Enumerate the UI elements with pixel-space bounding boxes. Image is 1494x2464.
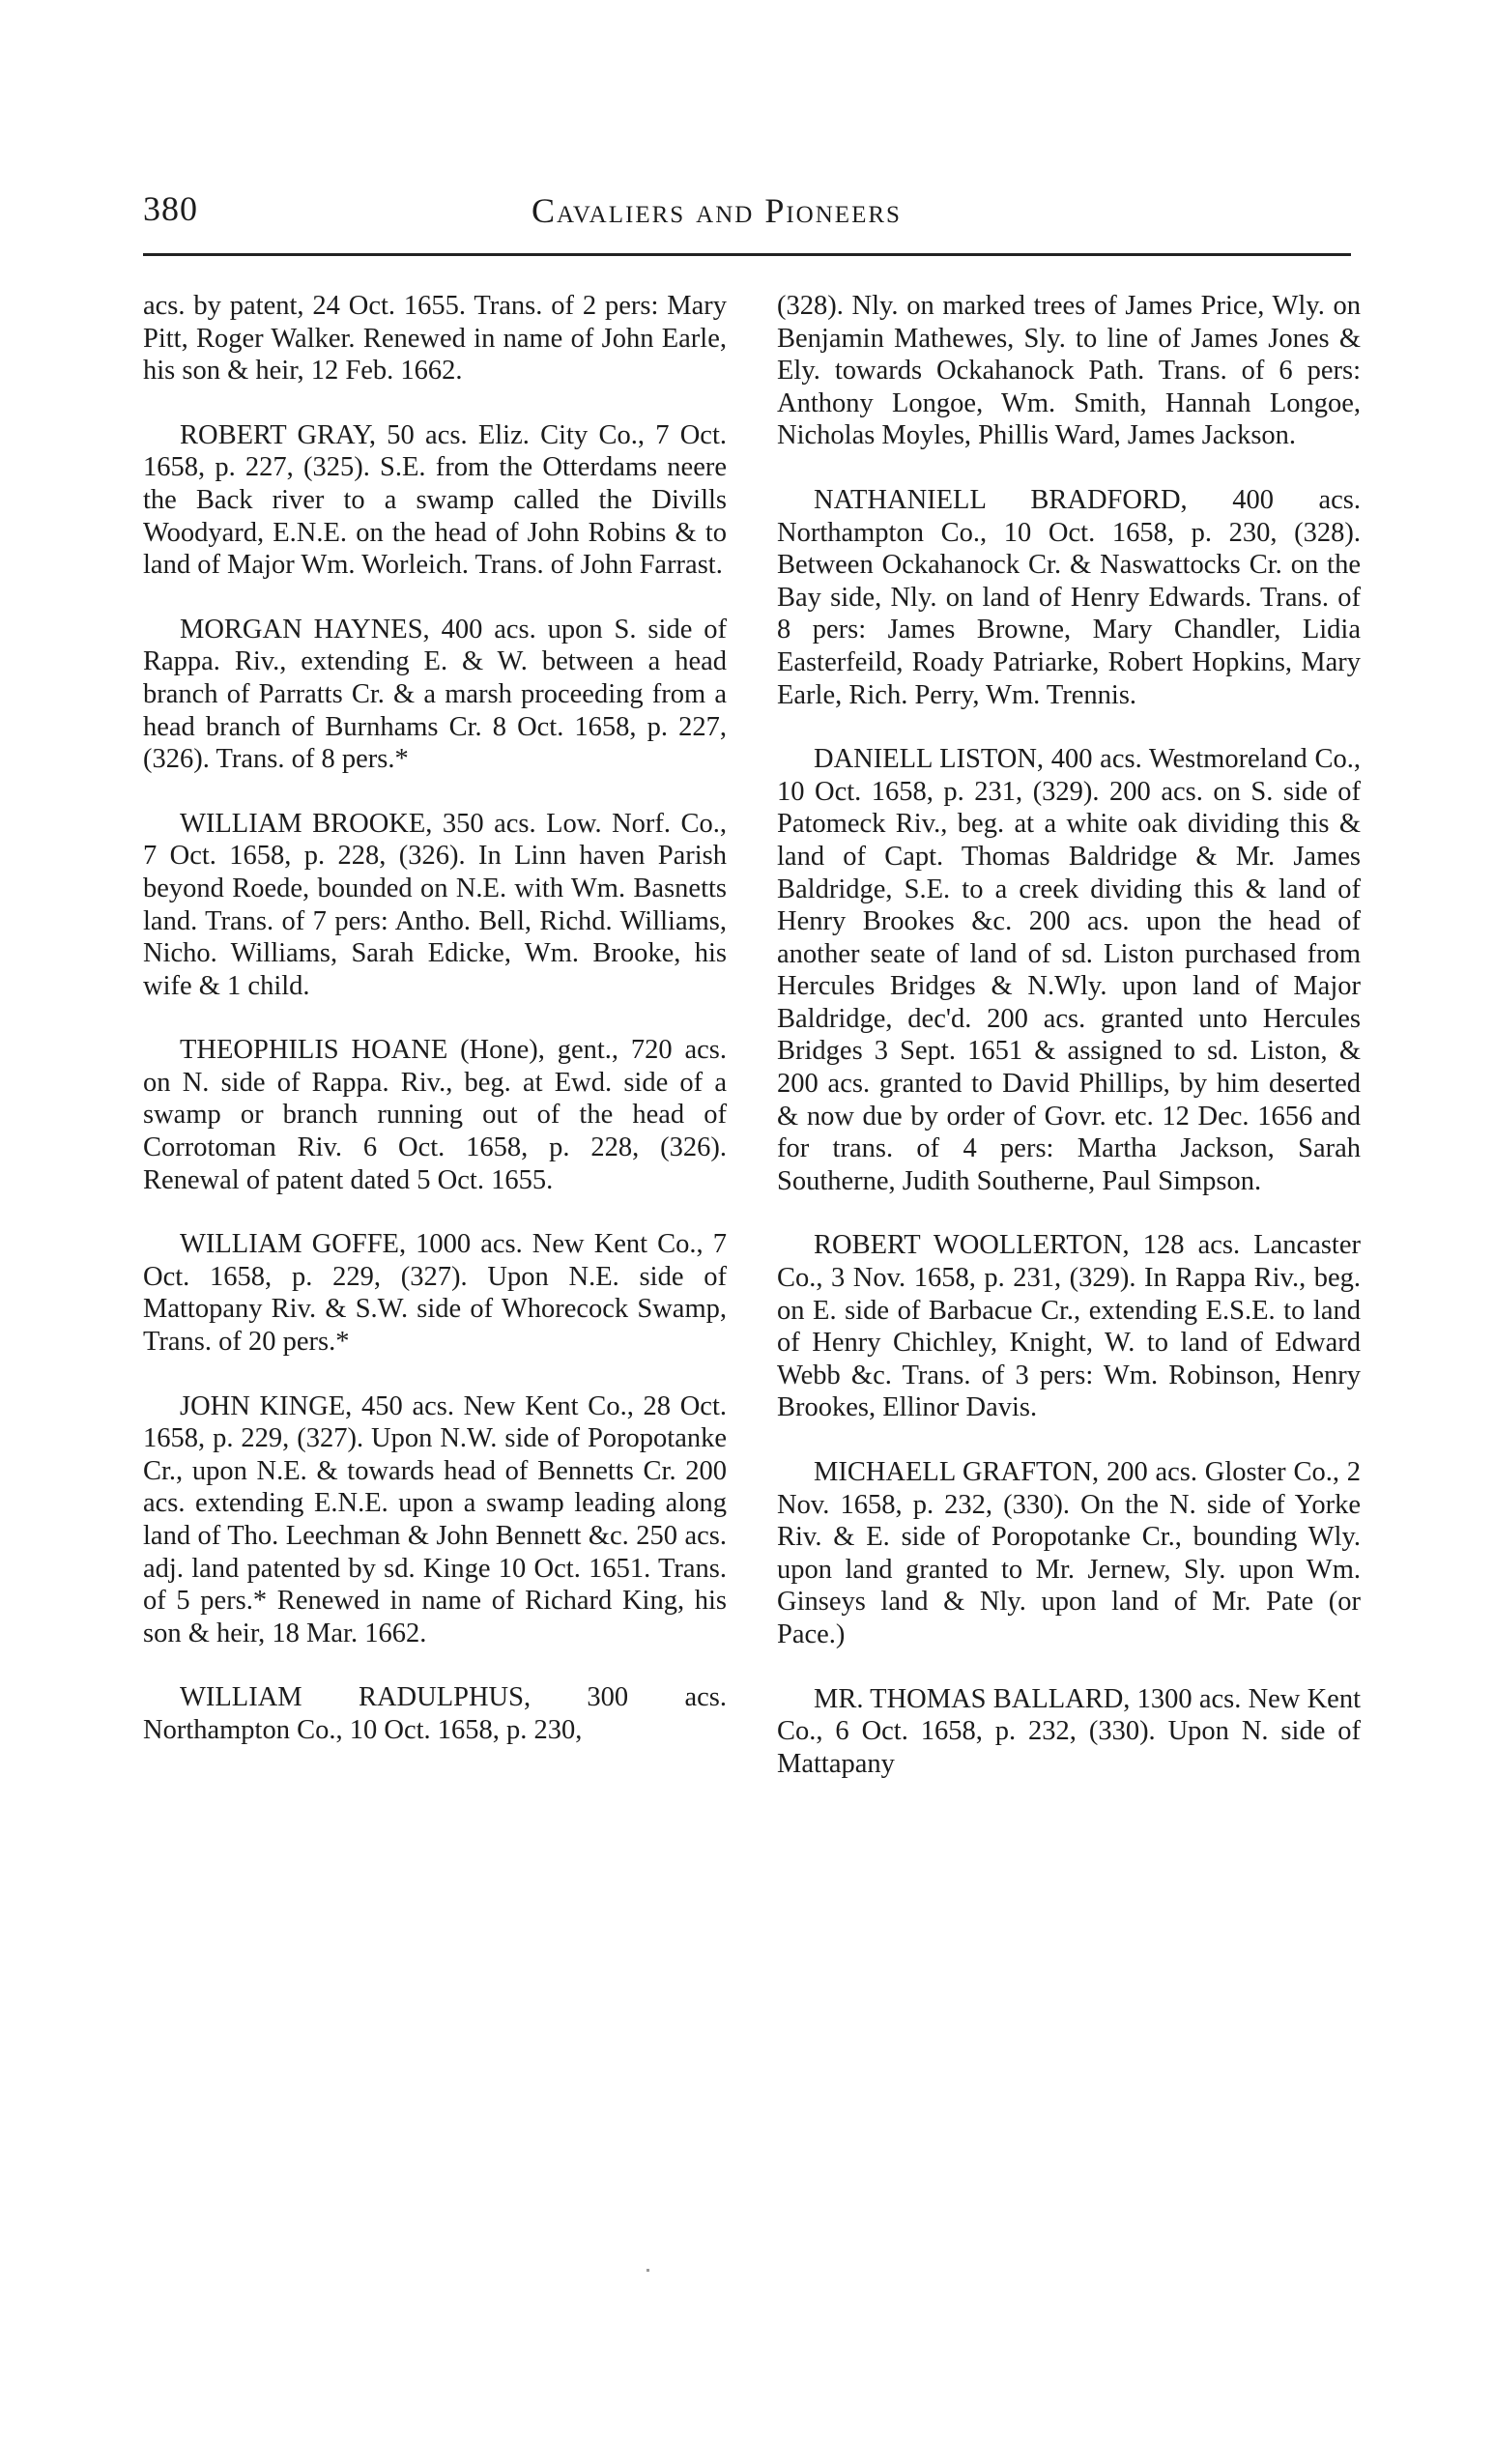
entry-morgan-haynes: MORGAN HAYNES, 400 acs. upon S. side of Rappa. Riv., extending E. & W. between a head branch of Parratts Cr. & a marsh proceeding from a head branch of Burnhams Cr. 8 Oct. 1658, p. 227, (326). Trans. of 8 pers.* <box>143 614 727 775</box>
entry-daniell-liston: DANIELL LISTON, 400 acs. Westmoreland Co., 10 Oct. 1658, p. 231, (329). 200 acs. on S. side of Patomeck Riv., beg. at a white oak dividing this & land of Capt. Thomas Baldridge & Mr. James Baldridge, S.E. to a creek dividing this & land of Henry Brookes &c. 200 acs. upon the head of another seate of land of sd. Liston purchased from Hercules Bridges & N.Wly. upon land of Major Baldridge, dec'd. 200 acs. granted unto Hercules Bridges 3 Sept. 1651 & assigned to sd. Liston, & 200 acs. granted to David Phillips, by him deserted & now due by order of Govr. etc. 12 Dec. 1656 and for trans. of 4 pers: Martha Jackson, Sarah Southerne, Judith Southerne, Paul Simpson. <box>777 744 1361 1196</box>
page-number: 380 <box>143 189 198 228</box>
entry-john-kinge: JOHN KINGE, 450 acs. New Kent Co., 28 Oct. 1658, p. 229, (327). Upon N.W. side of Poropotanke Cr., upon N.E. & towards head of Bennetts Cr. 200 acs. extending E.N.E. upon a swamp leading along land of Tho. Leechman & John Bennett &c. 250 acs. adj. land patented by sd. Kinge 10 Oct. 1651. Trans. of 5 pers.* Renewed in name of Richard King, his son & heir, 18 Mar. 1662. <box>143 1390 727 1648</box>
running-title: Cavaliers and Pioneers <box>532 191 902 230</box>
entry-william-goffe: WILLIAM GOFFE, 1000 acs. New Kent Co., 7 Oct. 1658, p. 229, (327). Upon N.E. side of Mattopany Riv. & S.W. side of Whorecock Swamp, Trans. of 20 pers.* <box>143 1229 727 1358</box>
print-mark <box>646 2269 649 2272</box>
entry-robert-woollerton: ROBERT WOOLLERTON, 128 acs. Lancaster Co., 3 Nov. 1658, p. 231, (329). In Rappa Riv., beg. on E. side of Barbacue Cr., extending E.S.E. to land of Henry Chichley, Knight, W. to land of Edward Webb &c. Trans. of 3 pers: Wm. Robinson, Henry Brookes, Ellinor Davis. <box>777 1230 1361 1423</box>
entry-michaell-grafton: MICHAELL GRAFTON, 200 acs. Gloster Co., 2 Nov. 1658, p. 232, (330). On the N. side of Yorke Riv. & E. side of Poropotanke Cr., bounding Wly. upon land granted to Mr. Jernew, Sly. upon Wm. Ginseys land & Nly. upon land of Mr. Pate (or Pace.) <box>777 1457 1361 1649</box>
entry-continuation: acs. by patent, 24 Oct. 1655. Trans. of 2 pers: Mary Pitt, Roger Walker. Renewed in name of John Earle, his son & heir, 12 Feb. 1662. <box>143 291 727 387</box>
entry-nathaniell-bradford: NATHANIELL BRADFORD, 400 acs. Northampton Co., 10 Oct. 1658, p. 230, (328). Between Ockahanock Cr. & Naswattocks Cr. on the Bay side, Nly. on land of Henry Edwards. Trans. of 8 pers: James Browne, Mary Chandler, Lidia Easterfeild, Roady Patriarke, Robert Hopkins, Mary Earle, Rich. Perry, Wm. Trennis. <box>777 484 1361 710</box>
left-column <box>143 290 727 1779</box>
header-rule <box>143 253 1351 256</box>
entry-continuation-right: (328). Nly. on marked trees of James Price, Wly. on Benjamin Mathewes, Sly. to line of James Jones & Ely. towards Ockahanock Path. Trans. of 6 pers: Anthony Longoe, Wm. Smith, Hannah Longoe, Nicholas Moyles, Phillis Ward, James Jackson. <box>777 291 1361 451</box>
right-column <box>777 290 1361 1812</box>
entry-robert-gray: ROBERT GRAY, 50 acs. Eliz. City Co., 7 Oct. 1658, p. 227, (325). S.E. from the Otterdams neere the Back river to a swamp called the Divills Woodyard, E.N.E. on the head of John Robins & to land of Major Wm. Worleich. Trans. of John Farrast. <box>143 419 727 581</box>
entry-thomas-ballard: MR. THOMAS BALLARD, 1300 acs. New Kent Co., 6 Oct. 1658, p. 232, (330). Upon N. side of Mattapany <box>777 1683 1361 1779</box>
entry-theophilis-hoane: THEOPHILIS HOANE (Hone), gent., 720 acs. on N. side of Rappa. Riv., beg. at Ewd. side of a swamp or branch running out of the head of Corrotoman Riv. 6 Oct. 1658, p. 228, (326). Renewal of patent dated 5 Oct. 1655. <box>143 1035 727 1195</box>
page-header <box>143 188 1351 246</box>
entry-william-brooke: WILLIAM BROOKE, 350 acs. Low. Norf. Co., 7 Oct. 1658, p. 228, (326). In Linn haven Parish beyond Roede, bounded on N.E. with Wm. Basnetts land. Trans. of 7 pers: Antho. Bell, Richd. Williams, Nicho. Williams, Sarah Edicke, Wm. Brooke, his wife & 1 child. <box>143 808 727 1001</box>
entry-william-radulphus: WILLIAM RADULPHUS, 300 acs. Northampton Co., 10 Oct. 1658, p. 230, <box>143 1682 727 1745</box>
